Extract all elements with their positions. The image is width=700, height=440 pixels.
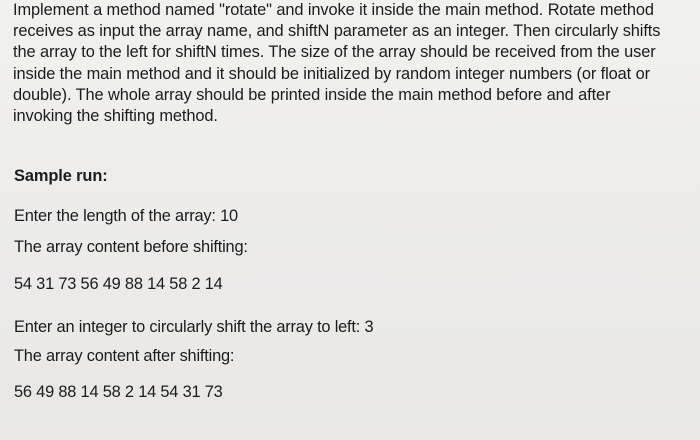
sample-run-line-after-label: The array content after shifting:	[14, 347, 235, 365]
sample-run-line-length-prompt: Enter the length of the array: 10	[14, 207, 238, 225]
sample-run-heading: Sample run:	[14, 167, 108, 185]
problem-statement: Implement a method named "rotate" and invoke it inside the main method. Rotate method receives as input the array name, and shiftN parameter as an integer. Then circularly shifts the array to the left for shiftN times. The size of the array should be received from the user inside the main method and it should be initialized by random integer numbers (or float or double). The whole array should be printed inside the main method before and after invoking the shifting method.	[13, 1, 661, 126]
sample-run-line-before-label: The array content before shifting:	[14, 238, 248, 256]
sample-run-line-shift-prompt: Enter an integer to circularly shift the array to left: 3	[14, 318, 374, 336]
sample-run-line-before-values: 54 31 73 56 49 88 14 58 2 14	[14, 275, 223, 293]
sample-run-line-after-values: 56 49 88 14 58 2 14 54 31 73	[14, 383, 223, 401]
